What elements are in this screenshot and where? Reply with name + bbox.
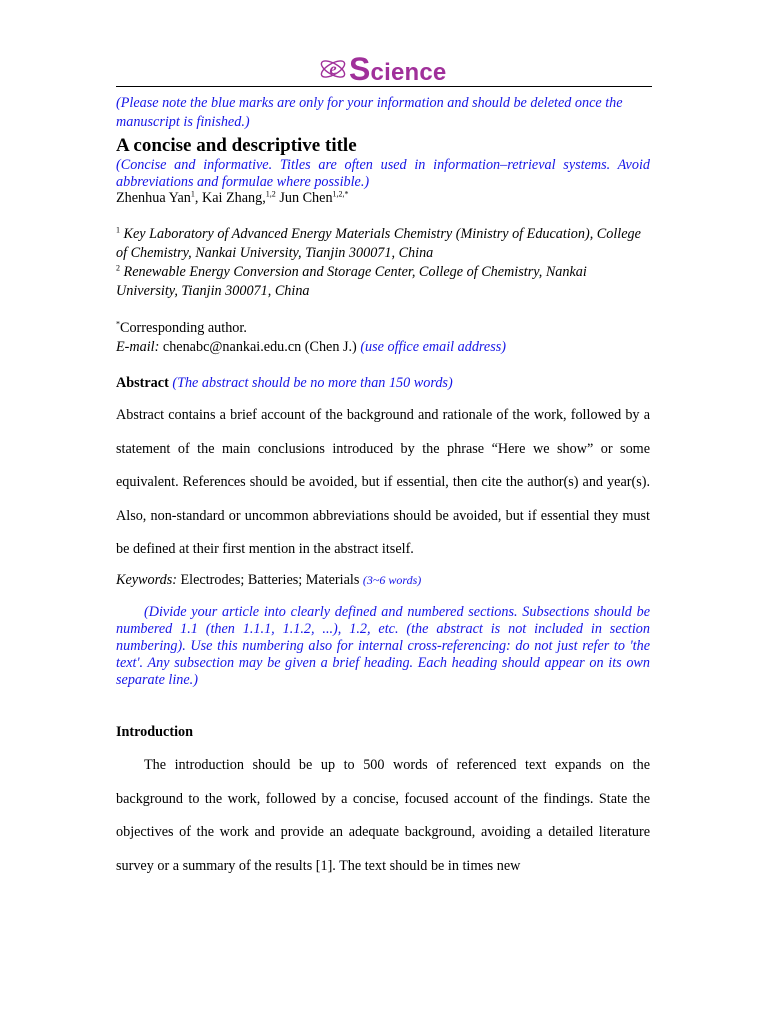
title-note: (Concise and informative. Titles are often used in information–retrieval systems. Avoid abbreviations and formulae where possible.) <box>116 157 650 190</box>
abstract-heading-line <box>116 374 650 393</box>
abstract-heading: Abstract <box>116 375 169 391</box>
logo-wordmark: Science <box>349 51 447 87</box>
email-address: chenabc@nankai.edu.cn (Chen J.) <box>162 339 357 355</box>
abstract-note: (The abstract should be no more than 150 words) <box>172 375 453 391</box>
introduction-text: The introduction should be up to 500 words of referenced text expands on the background to the work, followed by a concise, focused account of the findings. State the objectives of the work and provide an adequate background, avoiding a detailed literature survey or a summary of the results [1]. The text should be in times new <box>116 756 650 874</box>
escience-orbit-icon <box>318 54 348 84</box>
author-affiliation-mark: 1 <box>190 189 195 199</box>
affiliation-1: $^1$ Key Laboratory of Advanced Energy Materials Chemistry (Ministry of Education), College of Chemistry, Nankai University, Tianjin 300071, China <box>116 225 641 261</box>
section-note: (Divide your article into clearly defined and numbered sections. Subsections should be numbered 1.1 (then 1.1.1, 1.1.2, ...), 1.2, etc. (the abstract is not included in section numbering). Use this numbering also for internal cross-referencing: do not just refer to 'the text'. Any subsection may be given a brief heading. Each heading should appear on its own separate line.) <box>116 603 650 688</box>
email-line: E-mail: chenabc@nankai.edu.cn (Chen J.) (use office email address) <box>116 339 506 355</box>
escience-logo <box>0 52 768 86</box>
author-list: Zhenhua Yan$^1$, Kai Zhang,$^{1,2}$ Jun Chen$^{1,2,*}$ <box>116 189 349 206</box>
author-affiliation-mark: 1,2 <box>265 189 276 199</box>
author-name: Zhenhua Yan <box>116 190 191 206</box>
author-name: Jun Chen <box>279 190 333 206</box>
manuscript-body <box>116 94 650 883</box>
logo-letter: e <box>329 61 337 78</box>
keywords-text: Electrodes; Batteries; Materials <box>180 571 360 588</box>
abstract-text: Abstract contains a brief account of the background and rationale of the work, followed by a statement of the main conclusions introduced by the phrase “Here we show” or some equivalent. References should be avoided, but if essential, then cite the author(s) and year(s). Also, non-standard or uncommon abbreviations should be avoided, but if essential they must be defined at their first mention in the abstract itself. <box>116 407 650 558</box>
affiliation-2: $^2$ Renewable Energy Conversion and Storage Center, College of Chemistry, Nankai University, Tianjin 300071, China <box>116 263 587 299</box>
paper-title: A concise and descriptive title <box>116 135 357 156</box>
email-note: (use office email address) <box>360 339 506 355</box>
header-rule <box>116 86 652 87</box>
keywords-note: (3~6 words) <box>362 572 422 587</box>
corresponding-author: *Corresponding author. <box>116 319 247 336</box>
author-name: Kai Zhang, <box>201 190 266 206</box>
top-note: (Please note the blue marks are only for your information and should be deleted once the manuscript is finished.) <box>116 95 623 130</box>
introduction-heading: Introduction <box>116 723 193 740</box>
keywords-line: Keywords: Electrodes; Batteries; Materials (3~6 words) <box>116 571 422 588</box>
author-affiliation-mark: 1,2,* <box>332 189 349 199</box>
